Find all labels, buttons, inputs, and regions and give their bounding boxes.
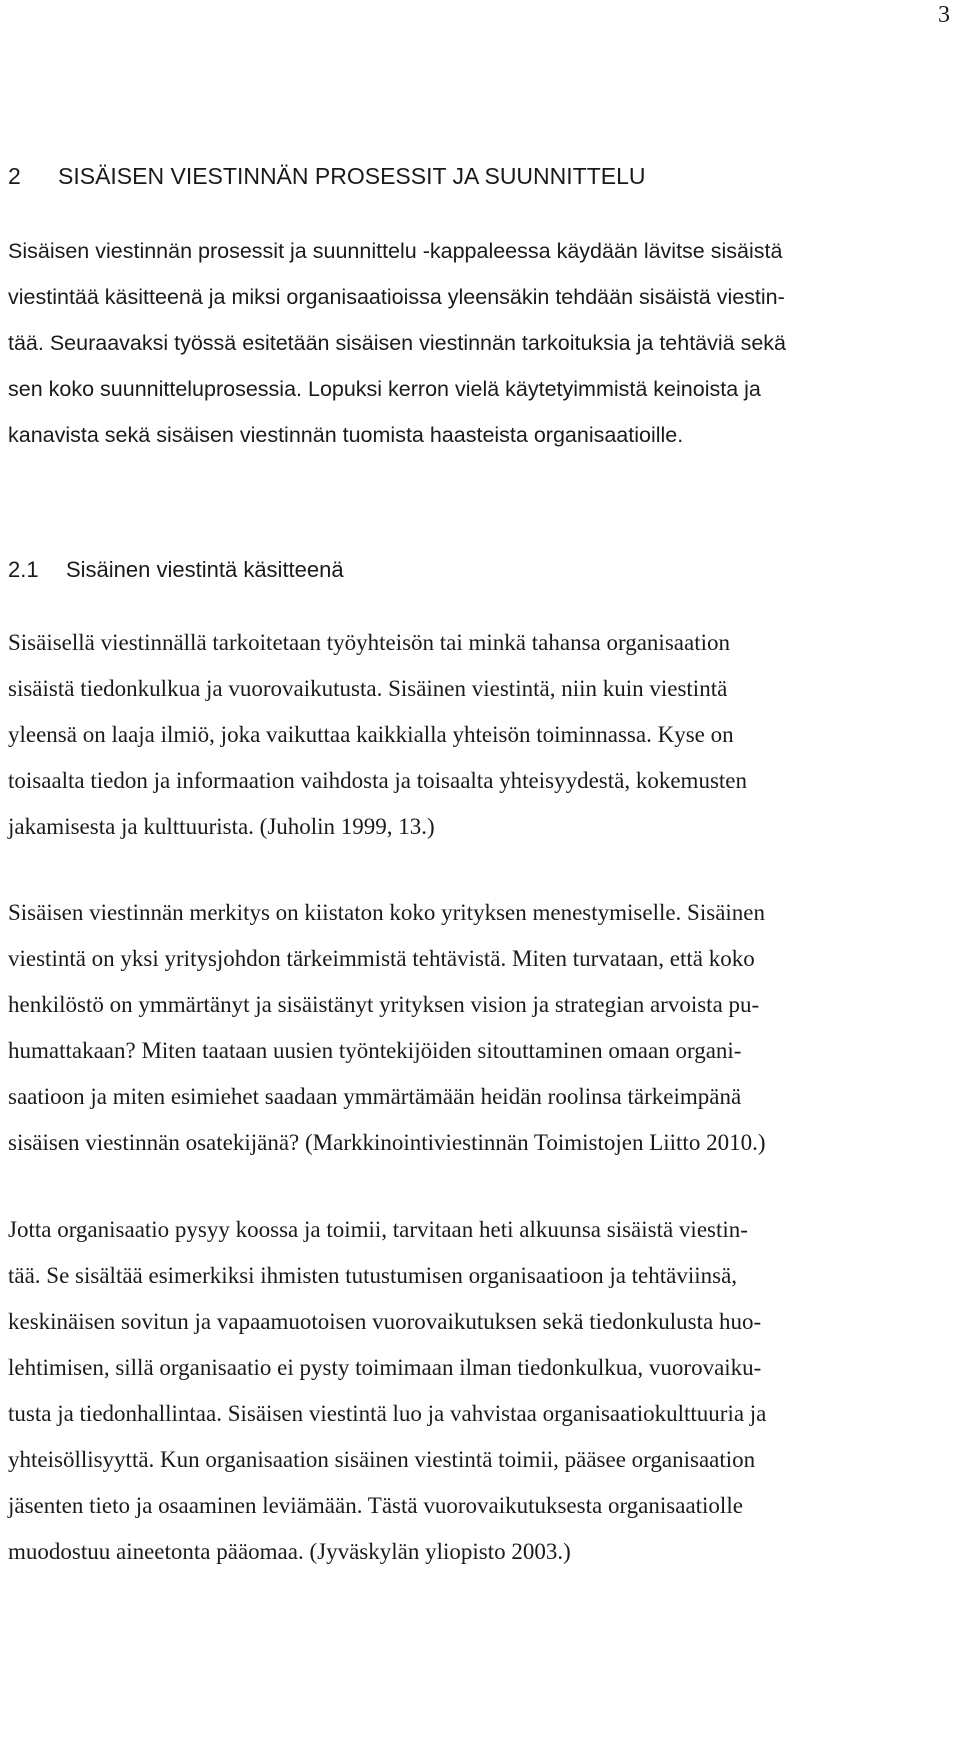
section-number: 2 bbox=[8, 163, 21, 189]
paragraph-line: sisäistä tiedonkulkua ja vuorovaikutusta. Sisäinen viestintä, niin kuin viestintä bbox=[8, 676, 728, 701]
paragraph-line: jakamisesta ja kulttuurista. (Juholin 1999, 13.) bbox=[8, 814, 435, 839]
paragraph-line: tusta ja tiedonhallintaa. Sisäisen viestintä luo ja vahvistaa organisaatiokulttuuria ja bbox=[8, 1401, 767, 1426]
intro-line: viestintää käsitteenä ja miksi organisaatioissa yleensäkin tehdään sisäistä viestin- bbox=[8, 285, 785, 309]
paragraph-line: henkilöstö on ymmärtänyt ja sisäistänyt yrityksen vision ja strategian arvoista pu- bbox=[8, 992, 760, 1017]
subsection-heading bbox=[8, 557, 344, 583]
paragraph-line: saatioon ja miten esimiehet saadaan ymmärtämään heidän roolinsa tärkeimpänä bbox=[8, 1084, 742, 1109]
paragraph-line: yhteisöllisyyttä. Kun organisaation sisäinen viestintä toimii, pääsee organisaation bbox=[8, 1447, 756, 1472]
intro-line: kanavista sekä sisäisen viestinnän tuomista haasteista organisaatioille. bbox=[8, 423, 684, 447]
subsection-title: Sisäinen viestintä käsitteenä bbox=[66, 557, 344, 582]
intro-line: Sisäisen viestinnän prosessit ja suunnittelu -kappaleessa käydään lävitse sisäistä bbox=[8, 239, 783, 263]
section-title: SISÄISEN VIESTINNÄN PROSESSIT JA SUUNNITTELU bbox=[58, 163, 646, 189]
paragraph-line: yleensä on laaja ilmiö, joka vaikuttaa kaikkialla yhteisön toiminnassa. Kyse on bbox=[8, 722, 734, 747]
paragraph-line: Jotta organisaatio pysyy koossa ja toimii, tarvitaan heti alkuunsa sisäistä viestin- bbox=[8, 1217, 748, 1242]
paragraph-line: keskinäisen sovitun ja vapaamuotoisen vuorovaikutuksen sekä tiedonkulusta huo- bbox=[8, 1309, 762, 1334]
intro-line: sen koko suunnitteluprosessia. Lopuksi kerron vielä käytetyimmistä keinoista ja bbox=[8, 377, 761, 401]
paragraph-line: lehtimisen, sillä organisaatio ei pysty toimimaan ilman tiedonkulkua, vuorovaiku- bbox=[8, 1355, 762, 1380]
paragraph-line: toisaalta tiedon ja informaation vaihdosta ja toisaalta yhteisyydestä, kokemusten bbox=[8, 768, 747, 793]
paragraph-line: Sisäisen viestinnän merkitys on kiistaton koko yrityksen menestymiselle. Sisäinen bbox=[8, 900, 766, 925]
paragraph-line: tää. Se sisältää esimerkiksi ihmisten tutustumisen organisaatioon ja tehtäviinsä, bbox=[8, 1263, 738, 1288]
paragraph-line: jäsenten tieto ja osaaminen leviämään. Tästä vuorovaikutuksesta organisaatiolle bbox=[8, 1493, 743, 1518]
intro-line: tää. Seuraavaksi työssä esitetään sisäisen viestinnän tarkoituksia ja tehtäviä sekä bbox=[8, 331, 787, 355]
page-number: 3 bbox=[938, 2, 950, 28]
section-heading bbox=[8, 163, 646, 190]
paragraph-line: humattakaan? Miten taataan uusien työntekijöiden sitouttaminen omaan organi- bbox=[8, 1038, 742, 1063]
subsection-number: 2.1 bbox=[8, 557, 39, 582]
paragraph-line: Sisäisellä viestinnällä tarkoitetaan työyhteisön tai minkä tahansa organisaation bbox=[8, 630, 730, 655]
paragraph-line: sisäisen viestinnän osatekijänä? (Markkinointiviestinnän Toimistojen Liitto 2010.) bbox=[8, 1130, 766, 1155]
paragraph-line: muodostuu aineetonta pääomaa. (Jyväskylän yliopisto 2003.) bbox=[8, 1539, 571, 1564]
paragraph-line: viestintä on yksi yritysjohdon tärkeimmistä tehtävistä. Miten turvataan, että koko bbox=[8, 946, 755, 971]
